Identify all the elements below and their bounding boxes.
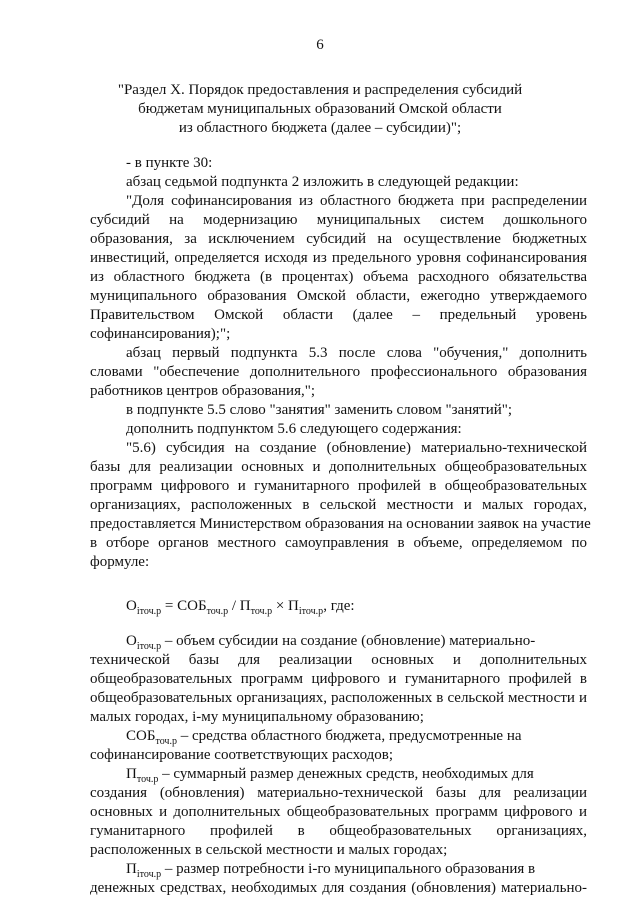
text-line: технической базы для реализации основных и дополнительных (90, 652, 587, 668)
text-line: субсидий на модернизацию муниципальных систем дошкольного (90, 212, 587, 228)
text-line: организациях, расположенных в сельской местности и малых городах, (90, 497, 587, 513)
page-number: 6 (316, 37, 324, 53)
text-line: софинансирование соответствующих расходов; (90, 747, 394, 763)
text-line: предоставляется Министерством образования на основании заявок на участие (90, 516, 591, 532)
text-line: образования, за исключением субсидий на осуществление бюджетных (90, 231, 587, 247)
text-line: программ цифрового и гуманитарного профилей в общеобразовательных (90, 478, 587, 494)
text-line: денежных средствах, необходимых для создания (обновления) материально- (90, 880, 587, 896)
formula: $O_{iточ.р} = СОБ_{точ.р} / П_{точ.р} \times П_{iточ.р}$, где: (126, 598, 355, 617)
text-line: гуманитарного профилей в общеобразовательных организациях, (90, 823, 587, 839)
text-line: дополнить подпунктом 5.6 следующего содержания: (126, 421, 462, 437)
text-line: создания (обновления) материально-технической базы для реализации (90, 785, 587, 801)
text-line: муниципального образования Омской области, ежегодно утверждаемого (90, 288, 587, 304)
text-line: софинансирования);"; (90, 326, 231, 342)
text-line: общеобразовательных программ цифрового и гуманитарного профилей в (90, 671, 587, 687)
text-line: абзац первый подпункта 5.3 после слова "обучения," дополнить (126, 345, 587, 361)
section-title-line-2: бюджетам муниципальных образований Омской области (138, 101, 502, 117)
text-line: "5.6) субсидия на создание (обновление) материально-технической (126, 440, 587, 456)
text-line: основных и дополнительных общеобразовательных программ цифрового и (90, 804, 587, 820)
text-line: абзац седьмой подпункта 2 изложить в следующей редакции: (126, 174, 519, 190)
text-line: в отборе органов местного самоуправления в объеме, определяемом по (90, 535, 587, 551)
text-line: "Доля софинансирования из областного бюджета при распределении (126, 193, 587, 209)
text-line: формуле: (90, 554, 150, 570)
text-line: словами "обеспечение дополнительного профессионального образования (90, 364, 587, 380)
text-line: Правительством Омской области (далее – предельный уровень (90, 307, 587, 323)
text-line: малых городах, i-му муниципальному образованию; (90, 709, 424, 725)
definition-o: $O_{iточ.р}$ – объем субсидии на создание (обновление) материально- (126, 633, 536, 652)
section-title-line-3: из областного бюджета (далее – субсидии)"; (178, 120, 462, 136)
definition-sob: $СОБ_{точ.р}$ – средства областного бюджета, предусмотренные на (126, 728, 522, 747)
text-line: в подпункте 5.5 слово "занятия" заменить словом "занятий"; (126, 402, 513, 418)
text-line: инвестиций, определяется исходя из предельного уровня софинансирования (90, 250, 587, 266)
text-line: - в пункте 30: (126, 155, 213, 171)
text-line: базы для реализации основных и дополнительных общеобразовательных (90, 459, 587, 475)
text-line: из областного бюджета (в процентах) объема расходного обязательства (90, 269, 587, 285)
definition-p: $П_{точ.р}$ – суммарный размер денежных средств, необходимых для (126, 766, 534, 785)
section-title-line-1: "Раздел X. Порядок предоставления и распределения субсидий (117, 82, 523, 98)
text-line: работников центров образования,"; (90, 383, 316, 399)
definition-pi: $П_{iточ.р}$ – размер потребности i-го муниципального образования в (126, 861, 536, 880)
text-line: общеобразовательных организациях, расположенных в сельской местности и (90, 690, 587, 706)
text-line: расположенных в сельской местности и малых городах; (90, 842, 448, 858)
